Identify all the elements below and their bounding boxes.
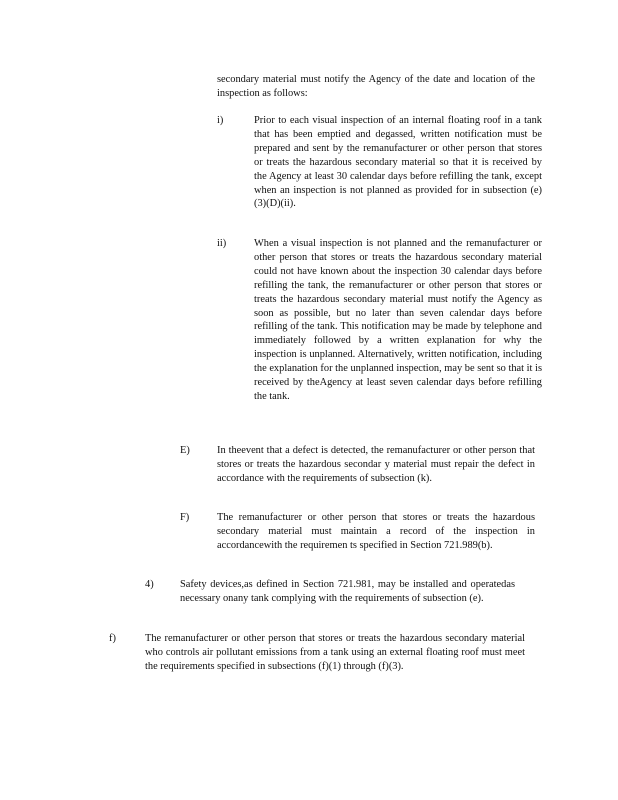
intro-paragraph: secondary material must notify the Agency of the date and location of the inspection as follows: bbox=[217, 74, 535, 99]
item-F-label: F) bbox=[180, 512, 190, 523]
item-4-paragraph: Safety devices,as defined in Section 721.981, may be installed and operatedas necessary onany tank complying with the requirements of subsection (e). bbox=[180, 579, 515, 604]
item-F-paragraph: The remanufacturer or other person that stores or treats the hazardous secondary material must maintain a record of the inspection in accordancewith the requiremen ts specified in Section 721.989(b). bbox=[217, 512, 535, 551]
item-E-paragraph: In theevent that a defect is detected, the remanufacturer or other person that stores or treats the hazardous secondar y material must repair the defect in accordance with the requirements of subsection (k). bbox=[217, 445, 535, 484]
item-f-paragraph: The remanufacturer or other person that stores or treats the hazardous secondary material who controls air pollutant emissions from a tank using an external floating roof must meet the requirements specified in subsections (f)(1) through (f)(3). bbox=[145, 633, 525, 672]
item-i-paragraph: Prior to each visual inspection of an internal floating roof in a tank that has been emptied and degassed, written notification must be prepared and sent by the remanufacturer or other person that stores or treats the hazardous secondary material so that it is received by the Agency at least 30 calendar days before refilling the tank, except when an inspection is not planned as provided for in subsection (e)(3)(D)(ii). bbox=[254, 115, 542, 210]
item-4-label: 4) bbox=[145, 579, 154, 590]
item-ii-label: ii) bbox=[217, 238, 227, 249]
item-ii-paragraph: When a visual inspection is not planned and the remanufacturer or other person that stores or treats the hazardous secondary material could not have known about the inspection 30 calendar days before refilling the tank, the remanufacturer or other person that stores or treats the hazardous secondary material must notify the Agency as soon as possible, but no later than seven calendar days before refilling of the tank. This notification may be made by telephone and immediately followed by a written explanation for why the inspection is unplanned. Alternatively, written notification, including the explanation for the unplanned inspection, may be sent so that it is received by theAgency at least seven calendar days before refilling the tank. bbox=[254, 238, 542, 402]
item-i-label: i) bbox=[217, 115, 224, 126]
item-E-label: E) bbox=[180, 445, 190, 456]
item-f-label: f) bbox=[109, 633, 116, 644]
